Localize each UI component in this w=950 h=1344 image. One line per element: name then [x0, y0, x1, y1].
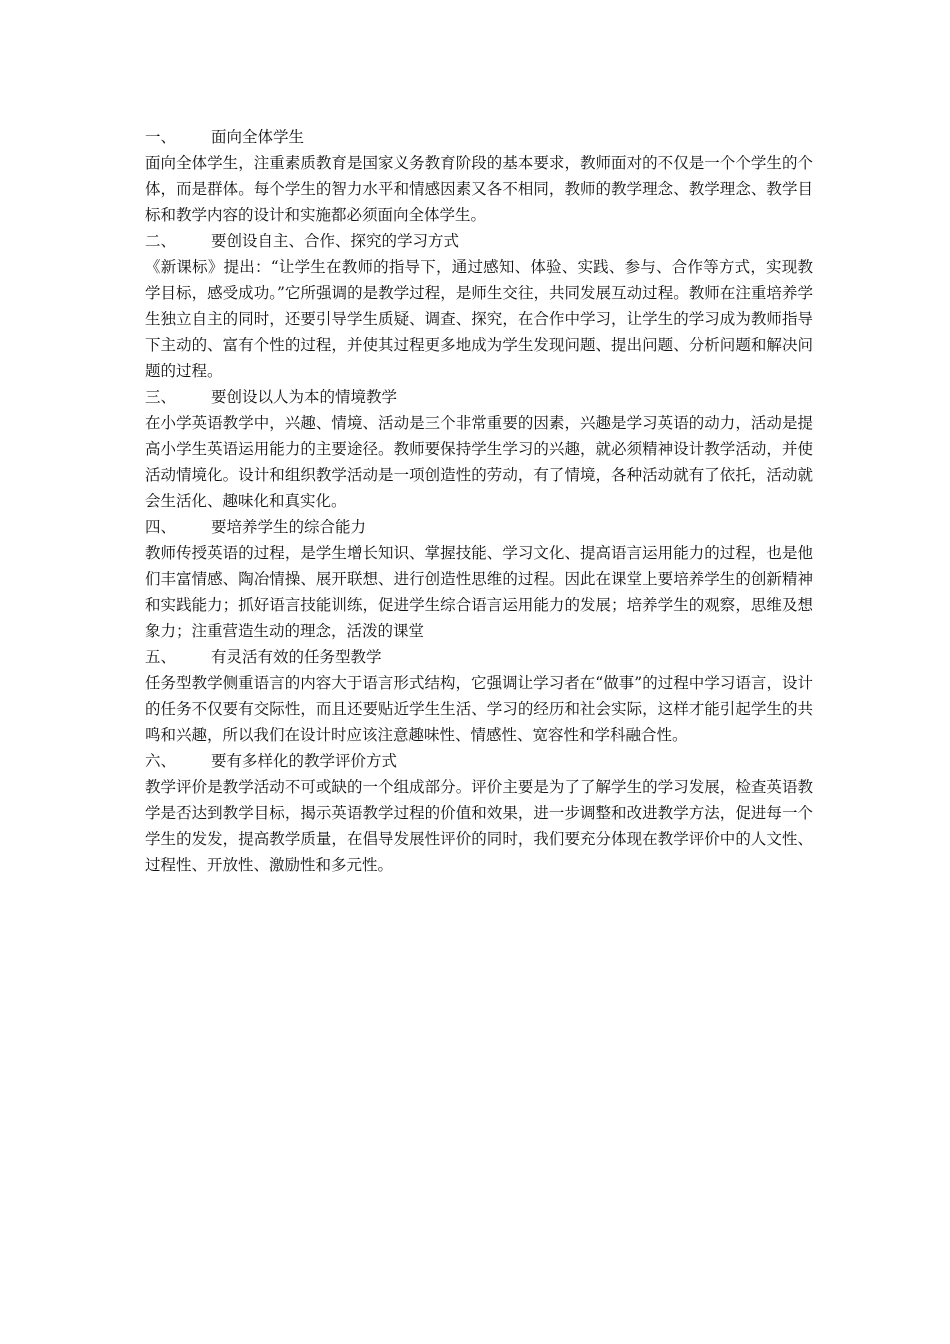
- section-heading: [145, 644, 813, 670]
- section-6: [145, 748, 813, 878]
- section-paragraph: 任务型教学侧重语言的内容大于语言形式结构，它强调让学习者在“做事”的过程中学习语言，设计的任务不仅要有交际性，而且还要贴近学生生活、学习的经历和社会实际，这样才能引起学生的共鸣和兴趣，所以我们在设计时应该注意趣味性、情感性、宽容性和学科融合性。: [145, 674, 813, 744]
- section-title: 要有多样化的教学评价方式: [211, 752, 398, 770]
- section-paragraph: 在小学英语教学中，兴趣、情境、活动是三个非常重要的因素，兴趣是学习英语的动力，活动是提高小学生英语运用能力的主要途径。教师要保持学生学习的兴趣，就必须精神设计教学活动，并使活动情境化。设计和组织教学活动是一项创造性的劳动，有了情境，各种活动就有了依托，活动就会生活化、趣味化和真实化。: [145, 414, 813, 510]
- section-3: [145, 384, 813, 514]
- section-number: 二、: [145, 232, 177, 250]
- section-paragraph: 教师传授英语的过程，是学生增长知识、掌握技能、学习文化、提高语言运用能力的过程，也是他们丰富情感、陶冶情操、展开联想、进行创造性思维的过程。因此在课堂上要培养学生的创新精神和实践能力；抓好语言技能训练，促进学生综合语言运用能力的发展；培养学生的观察，思维及想象力；注重营造生动的理念，活泼的课堂: [145, 544, 813, 640]
- section-number: 六、: [145, 752, 177, 770]
- section-number: 一、: [145, 128, 177, 146]
- section-heading: [145, 384, 813, 410]
- section-title: 要创设以人为本的情境教学: [211, 388, 398, 406]
- section-number: 三、: [145, 388, 177, 406]
- section-title: 要创设自主、合作、探究的学习方式: [211, 232, 460, 250]
- section-paragraph: 教学评价是教学活动不可或缺的一个组成部分。评价主要是为了了解学生的学习发展，检查英语教学是否达到教学目标，揭示英语教学过程的价值和效果，进一步调整和改进教学方法，促进每一个学生的发发，提高教学质量，在倡导发展性评价的同时，我们要充分体现在教学评价中的人文性、过程性、开放性、激励性和多元性。: [145, 778, 813, 874]
- section-heading: [145, 514, 813, 540]
- section-number: 五、: [145, 648, 177, 666]
- section-number: 四、: [145, 518, 177, 536]
- section-title: 要培养学生的综合能力: [211, 518, 367, 536]
- section-heading: [145, 228, 813, 254]
- section-paragraph: 面向全体学生，注重素质教育是国家义务教育阶段的基本要求，教师面对的不仅是一个个学生的个体，而是群体。每个学生的智力水平和情感因素又各不相同，教师的教学理念、教学理念、教学目标和教学内容的设计和实施都必须面向全体学生。: [145, 154, 813, 224]
- section-1: [145, 124, 813, 228]
- section-title: 面向全体学生: [211, 128, 305, 146]
- section-heading: [145, 748, 813, 774]
- document-body: [145, 124, 813, 878]
- section-2: [145, 228, 813, 384]
- section-5: [145, 644, 813, 748]
- section-title: 有灵活有效的任务型教学: [211, 648, 382, 666]
- section-paragraph: 《新课标》提出：“让学生在教师的指导下，通过感知、体验、实践、参与、合作等方式，实现教学目标，感受成功。”它所强调的是教学过程，是师生交往，共同发展互动过程。教师在注重培养学生独立自主的同时，还要引导学生质疑、调查、探究，在合作中学习，让学生的学习成为教师指导下主动的、富有个性的过程，并使其过程更多地成为学生发现问题、提出问题、分析问题和解决问题的过程。: [145, 258, 813, 380]
- section-heading: [145, 124, 813, 150]
- section-4: [145, 514, 813, 644]
